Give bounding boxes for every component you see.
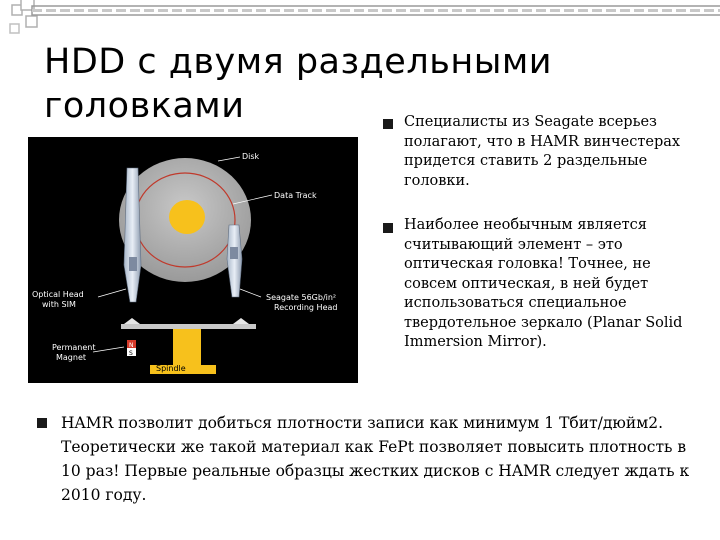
label-data-track: Data Track [274, 191, 317, 200]
label-optical-head-1: Optical Head [32, 290, 84, 299]
label-magnet-2: Magnet [56, 353, 87, 362]
recording-head [227, 225, 242, 297]
label-seagate-head-1: Seagate 56Gb/in² [266, 293, 337, 302]
bullet-text-1: Специалисты из Seagate всерьез полагают, что в HAMR винчестерах придется ставить 2 раздельные головки. [404, 114, 681, 189]
platter-side [121, 324, 256, 329]
label-spindle: Spindle [156, 364, 186, 373]
disk-hub [169, 200, 205, 234]
title-line-1: HDD с двумя раздельными [44, 42, 553, 82]
label-disk: Disk [242, 152, 260, 161]
pole-n-label: N [129, 342, 134, 349]
bullet-text-3: HAMR позволит добиться плотности записи как минимум 1 Тбит/дюйм2. Теоретически же такой материал как FePt позволяет повысить плотность в 10 раз! Первые реальные образцы жестких дисков с HAMR следует ждать к 2010 году. [61, 414, 690, 504]
label-optical-head-2: with SIM [42, 300, 76, 309]
bullet-text-2: Наиболее необычным является считывающий элемент – это оптическая головка! Точнее, не совсем оптическая, в ней будет использоваться специальное твердотельное зеркало (Planar Solid Immersion Mirror). [404, 217, 683, 350]
label-magnet-1: Permanent [52, 343, 96, 352]
label-seagate-head-2: Recording Head [274, 303, 338, 312]
hdd-diagram [28, 137, 358, 383]
pole-s-label: S [129, 350, 133, 357]
title-line-2: головками [44, 86, 245, 126]
decorative-squares [0, 0, 720, 40]
spindle [173, 329, 201, 365]
optical-head [124, 168, 141, 302]
